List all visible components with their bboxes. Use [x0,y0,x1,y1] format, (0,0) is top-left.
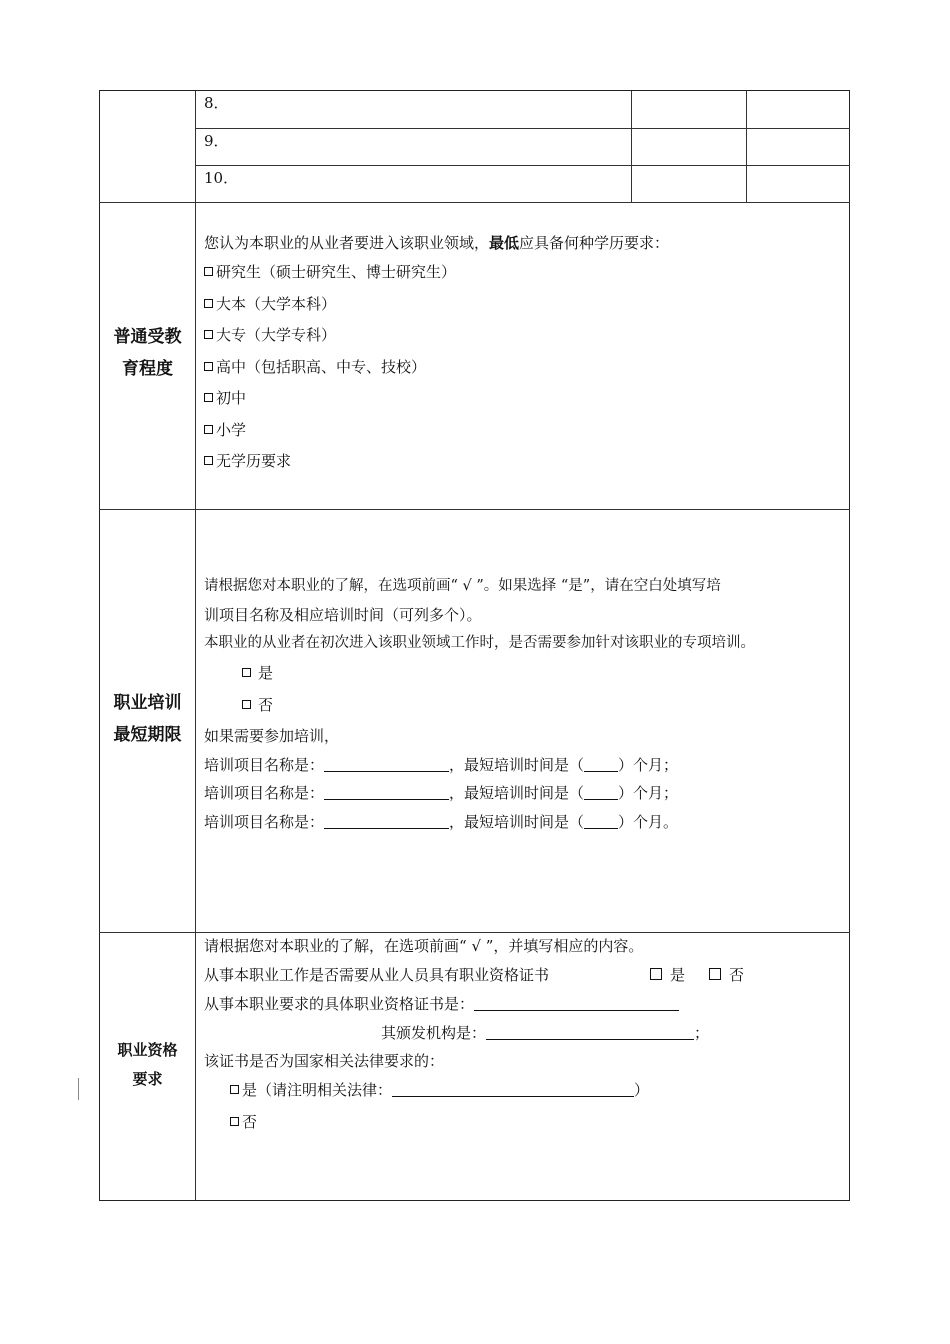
training-entry-suffix: ）个月； [618,756,679,774]
table-bottom-border [99,1200,850,1201]
certificate-law-field[interactable] [392,1082,634,1097]
certificate-label [100,1036,195,1094]
table-col-divider-2 [746,90,747,203]
certificate-issuer-field[interactable] [486,1025,694,1040]
list-item: 10． [204,169,239,187]
checkbox-icon[interactable] [204,393,213,402]
checkbox-icon[interactable] [204,456,213,465]
table-left-border [99,90,100,1201]
education-question-prefix: 您认为本职业的从业者要进入该职业领域， [204,234,490,252]
certificate-option-yes[interactable] [650,966,685,984]
certificate-question [204,966,549,984]
training-entry [204,756,678,774]
training-option-yes[interactable] [242,664,273,682]
checkbox-icon[interactable] [204,299,213,308]
certificate-option-no[interactable] [709,966,744,984]
training-label-line2: 最短期限 [113,725,182,745]
section-divider-education [99,202,850,203]
certificate-instruction: 请根据您对本职业的了解，在选项前画“ √ ”，并填写相应的内容。 [204,937,644,955]
training-instruction-line2: 训项目名称及相应培训时间（可列多个）。 [204,606,482,624]
education-label-line2: 育程度 [122,359,173,379]
table-top-border [99,90,850,91]
education-option[interactable] [204,295,336,313]
education-option-label: 高中（包括职高、中专、技校） [216,358,427,376]
list-item: 8． [204,94,229,112]
certificate-law-no-label: 否 [242,1113,258,1131]
training-name-field[interactable] [324,814,449,829]
checkbox-icon[interactable] [650,968,662,980]
certificate-issuer-suffix: ； [694,1024,710,1042]
certificate-name-row [204,995,679,1013]
education-option-label: 小学 [216,421,247,439]
row-divider-9-10 [195,165,850,166]
training-time-field[interactable] [584,814,618,829]
education-label-line1: 普通受教 [113,327,182,347]
training-name-label: 培训项目名称是： [204,784,325,802]
section-divider-training [99,509,850,510]
row-divider-8-9 [195,128,850,129]
checkbox-icon[interactable] [230,1085,239,1094]
education-question-suffix: 应具备何种学历要求： [519,234,670,252]
training-name-label: 培训项目名称是： [204,813,325,831]
education-option[interactable] [204,452,291,470]
education-option[interactable] [204,421,246,439]
training-option-no-label: 否 [258,696,274,714]
certificate-law-no[interactable] [230,1113,257,1131]
table-label-divider [195,90,196,1201]
education-label [100,321,195,385]
checkbox-icon[interactable] [204,330,213,339]
training-time-label: ，最短培训时间是（ [449,813,585,831]
certificate-law-yes-suffix: ） [634,1081,650,1099]
training-name-field[interactable] [324,785,449,800]
certificate-name-label: 从事本职业要求的具体职业资格证书是： [204,995,475,1013]
training-label-line1: 职业培训 [113,693,182,713]
training-name-label: 培训项目名称是： [204,756,325,774]
training-time-field[interactable] [584,757,618,772]
training-label [100,687,195,751]
checkbox-icon[interactable] [709,968,721,980]
education-option[interactable] [204,326,336,344]
training-entry-suffix: ）个月； [618,784,679,802]
table-right-border [849,90,850,1201]
certificate-law-yes[interactable] [230,1081,649,1099]
checkbox-icon[interactable] [230,1117,239,1126]
certificate-issuer-row [381,1024,709,1042]
margin-mark [78,1078,79,1100]
education-option-label: 无学历要求 [216,452,292,470]
education-option-label: 研究生（硕士研究生、博士研究生） [216,263,457,281]
education-option[interactable] [204,358,426,376]
checkbox-icon[interactable] [242,700,251,709]
checkbox-icon[interactable] [204,425,213,434]
training-name-field[interactable] [324,757,449,772]
section-divider-certificate [99,932,850,933]
certificate-option-no-label: 否 [729,966,745,984]
education-question-emphasis: 最低 [489,234,520,252]
education-option-label: 大专（大学专科） [216,326,337,344]
table-col-divider-1 [631,90,632,203]
certificate-name-field[interactable] [474,996,679,1011]
certificate-issuer-label: 其颁发机构是： [381,1024,487,1042]
training-time-label: ，最短培训时间是（ [449,784,585,802]
certificate-law-question: 该证书是否为国家相关法律要求的： [204,1052,445,1070]
training-question: 本职业的从业者在初次进入该职业领域工作时，是否需要参加针对该职业的专项培训。 [204,635,755,651]
certificate-law-yes-label: 是（请注明相关法律： [242,1081,393,1099]
certificate-option-yes-label: 是 [670,966,686,984]
training-entry [204,784,678,802]
training-if-needed: 如果需要参加培训， [204,727,340,745]
training-entry-suffix: ）个月。 [618,813,679,831]
training-instruction-line1: 请根据您对本职业的了解，在选项前画“ √ ”。如果选择 “是”，请在空白处填写培 [204,578,721,594]
education-option-label: 大本（大学本科） [216,295,337,313]
training-entry [204,813,678,831]
checkbox-icon[interactable] [204,267,213,276]
education-option[interactable] [204,389,246,407]
training-time-field[interactable] [584,785,618,800]
education-option-label: 初中 [216,389,247,407]
checkbox-icon[interactable] [204,362,213,371]
checkbox-icon[interactable] [242,668,251,677]
training-option-yes-label: 是 [258,664,274,682]
certificate-label-line2: 要求 [132,1070,163,1088]
list-item: 9． [204,132,229,150]
education-question [204,234,669,252]
certificate-label-line1: 职业资格 [117,1041,178,1059]
education-option[interactable] [204,263,456,281]
certificate-question-text: 从事本职业工作是否需要从业人员具有职业资格证书 [204,966,550,984]
training-option-no[interactable] [242,696,273,714]
training-time-label: ，最短培训时间是（ [449,756,585,774]
